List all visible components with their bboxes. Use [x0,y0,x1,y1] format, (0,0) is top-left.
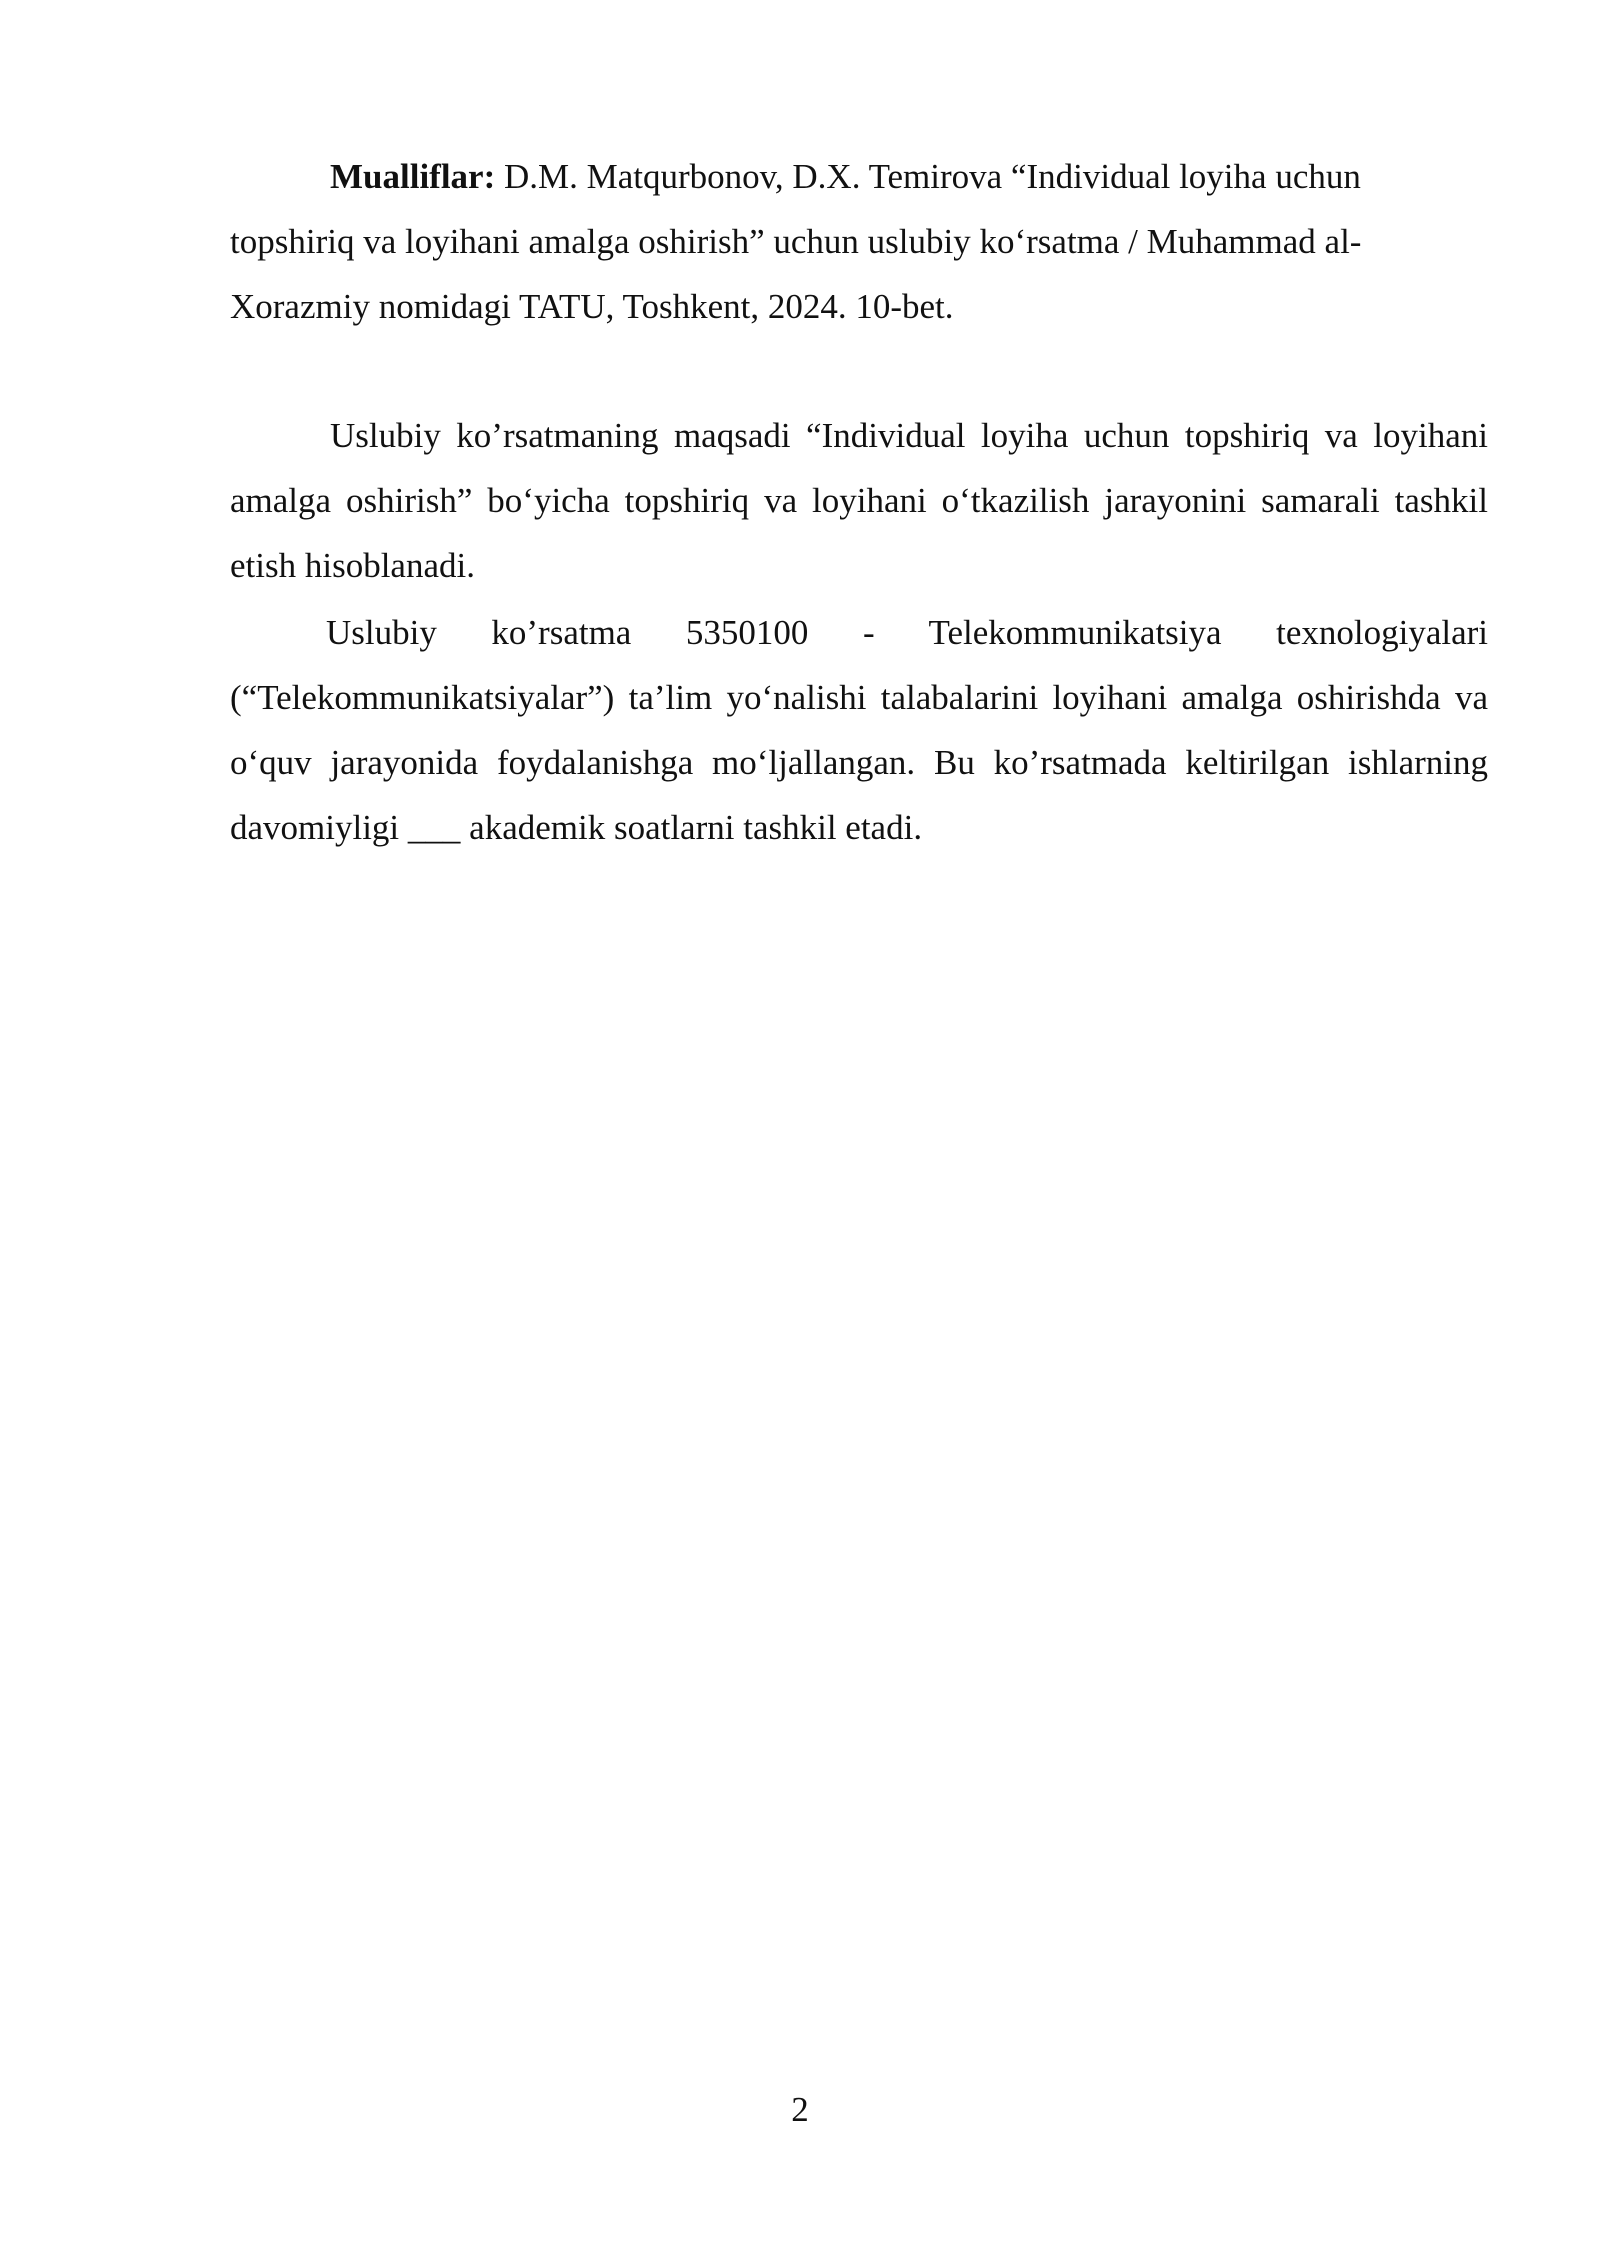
purpose-text: Uslubiy ko’rsatmaning maqsadi “Individual loyiha uchun topshiriq va loyihani amalga oshirish” bo‘yicha topshiriq va loyihani o‘tkazilish jarayonini samarali tashkil etish hisoblanadi. [230,416,1488,585]
purpose-paragraph [230,403,1488,598]
usage-paragraph [230,600,1488,860]
authors-text: D.M. Matqurbonov, D.X. Temirova “Individual loyiha uchun topshiriq va loyihani amalga oshirish” uchun uslubiy ko‘rsatma / Muhammad al-Xorazmiy nomidagi TATU, Toshkent, 2024. 10-bet. [230,157,1362,326]
usage-text: Uslubiy ko’rsatma 5350100 - Telekommunikatsiya texnologiyalari (“Telekommunikatsiyalar”) ta’lim yo‘nalishi talabalarini loyihani amalga oshirishda va o‘quv jarayonida foydalanishga mo‘ljallangan. Bu ko’rsatmada keltirilgan ishlarning davomiyligi ___ akademik soatlarni tashkil etadi. [230,613,1488,847]
authors-paragraph [230,144,1456,339]
page-number: 2 [791,2090,809,2129]
authors-label: Mualliflar: [330,157,496,196]
